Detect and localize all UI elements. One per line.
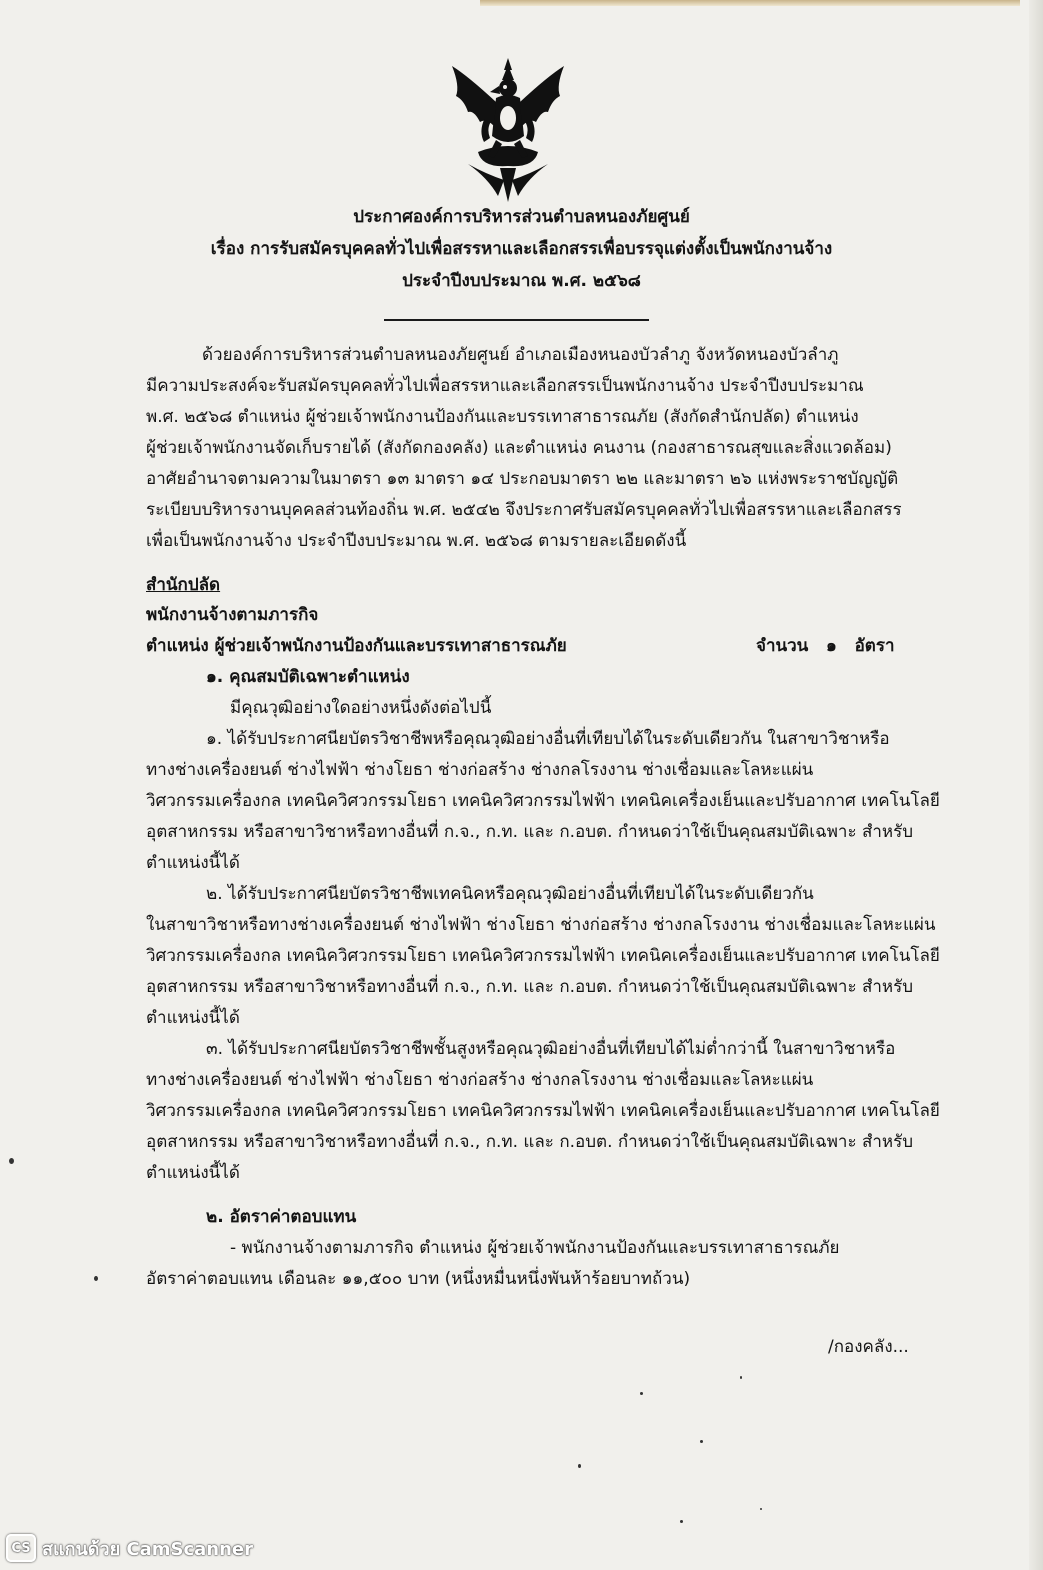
- intro-line: อาศัยอำนาจตามความในมาตรา ๑๓ มาตรา ๑๔ ประกอบมาตรา ๒๒ และมาตรา ๒๖ แห่งพระราชบัญญัติ: [146, 469, 899, 489]
- scanner-watermark-text: สแกนด้วย CamScanner: [42, 1538, 254, 1560]
- camscanner-logo-icon: CS: [6, 1534, 36, 1562]
- qualification-line: อุตสาหกรรม หรือสาขาวิชาหรือทางอื่นที่ ก.จ., ก.ท. และ ก.อบต. กำหนดว่าใช้เป็นคุณสมบัติเฉพาะ สำหรับ: [146, 977, 914, 997]
- compensation-heading: ๒. อัตราค่าตอบแทน: [206, 1207, 357, 1227]
- announcement-title: ประกาศองค์การบริหารส่วนตำบลหนองภัยศูนย์: [353, 207, 690, 227]
- scan-speck: [578, 1464, 581, 1468]
- qualification-line: ตำแหน่งนี้ได้: [146, 1163, 240, 1183]
- qualification-line: วิศวกรรมเครื่องกล เทคนิควิศวกรรมโยธา เทคนิควิศวกรรมไฟฟ้า เทคนิคเครื่องเย็นและปรับอากาศ เทคโนโลยี: [146, 946, 940, 966]
- scan-speck: [640, 1392, 643, 1395]
- compensation-line: อัตราค่าตอบแทน เดือนละ ๑๑,๕๐๐ บาท (หนึ่งหมื่นหนึ่งพันห้าร้อยบาทถ้วน): [146, 1269, 691, 1289]
- qualification-line: ตำแหน่งนี้ได้: [146, 1008, 240, 1028]
- qualification-line: ทางช่างเครื่องยนต์ ช่างไฟฟ้า ช่างโยธา ช่างก่อสร้าง ช่างกลโรงงาน ช่างเชื่อมและโลหะแผ่น: [146, 760, 814, 780]
- intro-line: พ.ศ. ๒๕๖๘ ตำแหน่ง ผู้ช่วยเจ้าพนักงานป้องกันและบรรเทาสาธารณภัย (สังกัดสำนักปลัด) ตำแหน่ง: [146, 407, 859, 427]
- announcement-subject: เรื่อง การรับสมัครบุคคลทั่วไปเพื่อสรรหาและเลือกสรรเพื่อบรรจุแต่งตั้งเป็นพนักงานจ้าง: [210, 239, 833, 259]
- qualification-line: ๒. ได้รับประกาศนียบัตรวิชาชีพเทคนิคหรือคุณวุฒิอย่างอื่นที่เทียบได้ในระดับเดียวกัน: [206, 884, 814, 904]
- intro-line: เพื่อเป็นพนักงานจ้าง ประจำปีงบประมาณ พ.ศ. ๒๕๖๘ ตามรายละเอียดดังนี้: [146, 531, 687, 551]
- scan-edge-right: [1029, 0, 1043, 1570]
- qualification-line: ทางช่างเครื่องยนต์ ช่างไฟฟ้า ช่างโยธา ช่างก่อสร้าง ช่างกลโรงงาน ช่างเชื่อมและโลหะแผ่น: [146, 1070, 814, 1090]
- qualification-line: ในสาขาวิชาหรือทางช่างเครื่องยนต์ ช่างไฟฟ้า ช่างโยธา ช่างก่อสร้าง ช่างกลโรงงาน ช่างเชื่อมและโลหะแผ่น: [146, 915, 936, 935]
- header-divider: [384, 319, 649, 321]
- qualifications-lead: มีคุณวุฒิอย่างใดอย่างหนึ่งดังต่อไปนี้: [230, 698, 492, 718]
- scan-speck: [94, 1276, 98, 1281]
- position-title: ตำแหน่ง ผู้ช่วยเจ้าพนักงานป้องกันและบรรเทาสาธารณภัย: [146, 636, 567, 656]
- intro-line: ด้วยองค์การบริหารส่วนตำบลหนองภัยศูนย์ อำเภอเมืองหนองบัวลำภู จังหวัดหนองบัวลำภู: [202, 345, 839, 365]
- garuda-emblem-icon: [438, 56, 578, 206]
- qualification-line: อุตสาหกรรม หรือสาขาวิชาหรือทางอื่นที่ ก.จ., ก.ท. และ ก.อบต. กำหนดว่าใช้เป็นคุณสมบัติเฉพาะ สำหรับ: [146, 1132, 914, 1152]
- scan-speck: [9, 1158, 14, 1164]
- qualification-line: วิศวกรรมเครื่องกล เทคนิควิศวกรรมโยธา เทคนิควิศวกรรมไฟฟ้า เทคนิคเครื่องเย็นและปรับอากาศ เทคโนโลยี: [146, 791, 940, 811]
- scan-edge-top: [480, 0, 1020, 6]
- intro-line: ระเบียบบริหารงานบุคคลส่วนท้องถิ่น พ.ศ. ๒๕๔๒ จึงประกาศรับสมัครบุคคลทั่วไปเพื่อสรรหาและเลือกสรร: [146, 500, 902, 520]
- scanner-watermark: [6, 1534, 253, 1562]
- continuation-marker: /กองคลัง...: [828, 1337, 909, 1357]
- scan-speck: [700, 1440, 703, 1443]
- announcement-fiscal-year: ประจำปีงบประมาณ พ.ศ. ๒๕๖๘: [402, 271, 641, 291]
- qualification-line: วิศวกรรมเครื่องกล เทคนิควิศวกรรมโยธา เทคนิควิศวกรรมไฟฟ้า เทคนิคเครื่องเย็นและปรับอากาศ เทคโนโลยี: [146, 1101, 940, 1121]
- office-heading: สำนักปลัด: [146, 575, 221, 595]
- intro-line: มีความประสงค์จะรับสมัครบุคคลทั่วไปเพื่อสรรหาและเลือกสรรเป็นพนักงานจ้าง ประจำปีงบประมาณ: [146, 376, 864, 396]
- qualification-line: ตำแหน่งนี้ได้: [146, 853, 240, 873]
- scan-speck: [760, 1508, 762, 1510]
- scan-speck: [740, 1376, 742, 1379]
- compensation-line: - พนักงานจ้างตามภารกิจ ตำแหน่ง ผู้ช่วยเจ้าพนักงานป้องกันและบรรเทาสาธารณภัย: [230, 1238, 840, 1258]
- qualifications-heading: ๑. คุณสมบัติเฉพาะตำแหน่ง: [206, 667, 410, 687]
- intro-line: ผู้ช่วยเจ้าพนักงานจัดเก็บรายได้ (สังกัดกองคลัง) และตำแหน่ง คนงาน (กองสาธารณสุขและสิ่งแวดล้อม): [146, 438, 892, 458]
- employee-type: พนักงานจ้างตามภารกิจ: [146, 605, 319, 625]
- qualification-line: ๑. ได้รับประกาศนียบัตรวิชาชีพหรือคุณวุฒิอย่างอื่นที่เทียบได้ในระดับเดียวกัน ในสาขาวิชาหรือ: [206, 729, 890, 749]
- position-quota: จำนวน ๑ อัตรา: [756, 636, 895, 656]
- scan-speck: [680, 1520, 683, 1523]
- qualification-line: ๓. ได้รับประกาศนียบัตรวิชาชีพชั้นสูงหรือคุณวุฒิอย่างอื่นที่เทียบได้ไม่ต่ำกว่านี้ ในสาขาวิชาหรือ: [206, 1039, 896, 1059]
- qualification-line: อุตสาหกรรม หรือสาขาวิชาหรือทางอื่นที่ ก.จ., ก.ท. และ ก.อบต. กำหนดว่าใช้เป็นคุณสมบัติเฉพาะ สำหรับ: [146, 822, 914, 842]
